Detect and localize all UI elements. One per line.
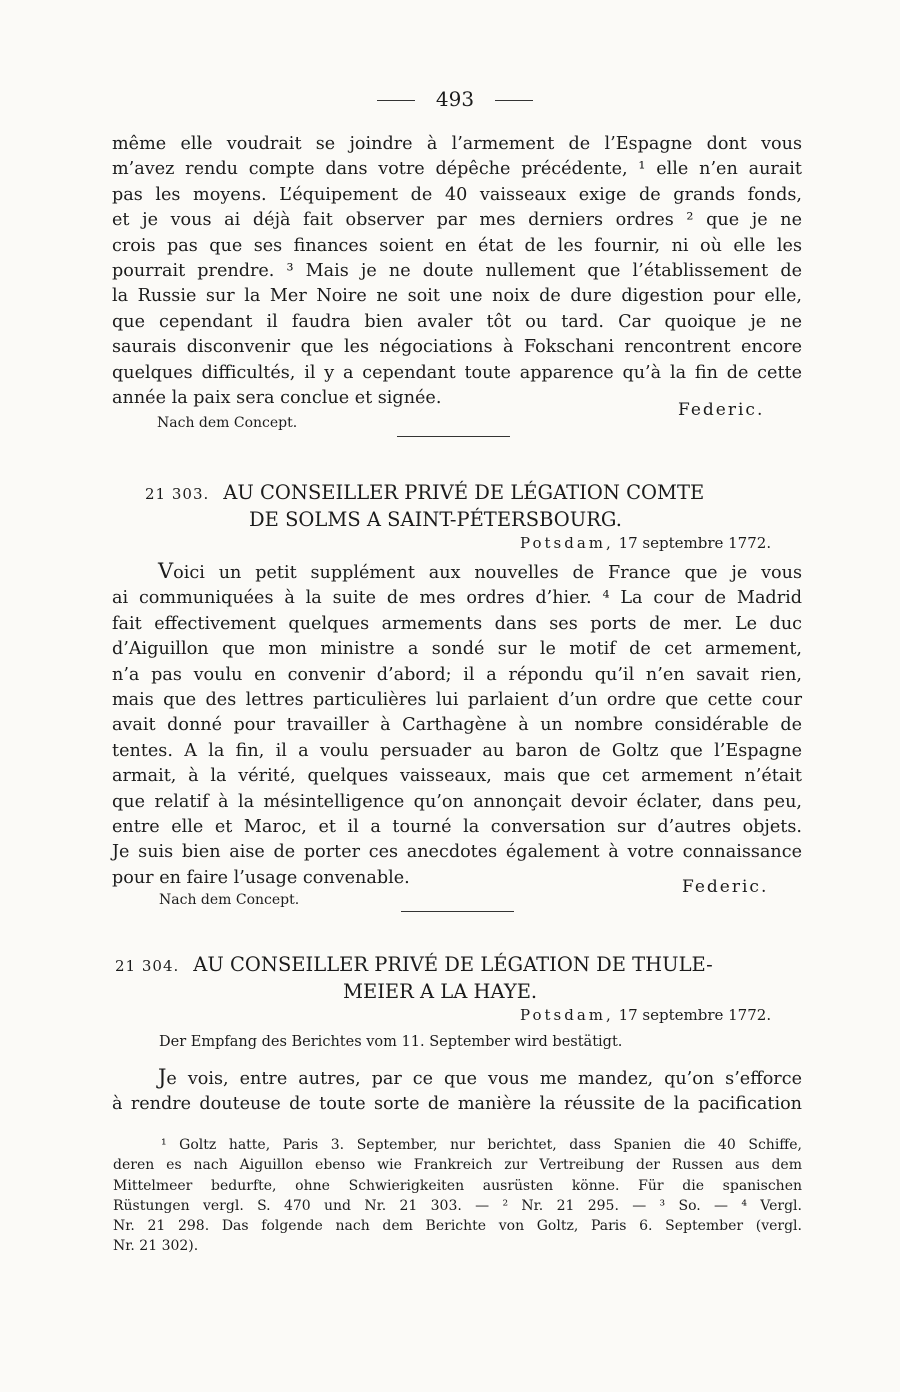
footnotes bbox=[113, 1135, 802, 1257]
dateline bbox=[520, 1006, 771, 1024]
dateline-place: Potsdam, bbox=[520, 1006, 614, 1024]
letter-number: 21 303. bbox=[145, 485, 210, 503]
letter-recipient-line-1: AU CONSEILLER PRIVÉ DE LÉGATION COMTE bbox=[223, 481, 705, 504]
section-separator bbox=[401, 911, 514, 912]
signature: Federic. bbox=[678, 400, 765, 420]
header-rule-left bbox=[377, 100, 415, 101]
letter-number: 21 304. bbox=[115, 957, 180, 975]
text-line: ai communiquées à la suite de mes ordres d’hier. ⁴ La cour de Madrid bbox=[112, 588, 802, 609]
footnote-line: Nr. 21 298. Das folgende nach dem Berichte von Goltz, Paris 6. September (vergl. bbox=[113, 1218, 802, 1235]
footnote-line: ¹ Goltz hatte, Paris 3. September, nur berichtet, dass Spanien die 40 Schiffe, bbox=[161, 1137, 802, 1153]
text-line: saurais disconvenir que les négociations à Fokschani rencontrent encore bbox=[112, 337, 802, 358]
dateline-date: 17 septembre 1772. bbox=[618, 534, 772, 552]
text-line: n’a pas voulu en convenir d’abord; il a répondu qu’il n’en savait rien, bbox=[112, 664, 802, 685]
text-line: même elle voudrait se joindre à l’armement de l’Espagne dont vous bbox=[112, 134, 802, 154]
text-line: que relatif à la mésintelligence qu’on annonçait devoir éclater, dans peu, bbox=[112, 791, 802, 812]
source-note: Nach dem Concept. bbox=[159, 892, 300, 908]
page-number: 493 bbox=[435, 87, 475, 111]
footnote-line: Rüstungen vergl. S. 470 und Nr. 21 303. — ² Nr. 21 295. — ³ So. — ⁴ Vergl. bbox=[113, 1197, 802, 1214]
letter-heading bbox=[115, 952, 805, 1005]
text-line: d’Aiguillon que mon ministre a sondé sur le motif de cet armement, bbox=[112, 639, 802, 660]
text-line: fait effectivement quelques armements dans ses ports de mer. Le duc bbox=[112, 613, 802, 634]
source-note: Nach dem Concept. bbox=[157, 415, 298, 431]
dateline-date: 17 septembre 1772. bbox=[618, 1006, 772, 1024]
text-line: et je vous ai déjà fait observer par mes derniers ordres ² que je ne bbox=[112, 210, 802, 231]
footnote-line: Nr. 21 302). bbox=[113, 1238, 199, 1255]
section-separator bbox=[397, 436, 510, 437]
text-line-content: oici un petit supplément aux nouvelles de France que je vous bbox=[173, 563, 802, 583]
letter-recipient-line-2: MEIER A LA HAYE. bbox=[343, 980, 538, 1003]
text-line: entre elle et Maroc, et il a tourné la conversation sur d’autres objets. bbox=[112, 817, 802, 838]
letter-summary: Der Empfang des Berichtes vom 11. September wird bestätigt. bbox=[159, 1034, 623, 1050]
signature: Federic. bbox=[682, 877, 769, 897]
letter-heading bbox=[145, 480, 805, 533]
text-line: quelques difficultés, il y a cependant toute apparence qu’à la fin de cette bbox=[112, 362, 802, 383]
text-line: tentes. A la fin, il a voulu persuader au baron de Goltz que l’Espagne bbox=[112, 740, 802, 761]
text-line: crois pas que ses finances soient en état de les fournir, ni où elle les bbox=[112, 235, 802, 256]
letter-recipient-line-1: AU CONSEILLER PRIVÉ DE LÉGATION DE THULE- bbox=[193, 953, 713, 976]
text-line: Je suis bien aise de porter ces anecdotes également à votre connaissance bbox=[112, 842, 802, 863]
initial-letter: J bbox=[158, 1065, 167, 1089]
text-line: pourrait prendre. ³ Mais je ne doute nullement que l’établissement de bbox=[112, 261, 802, 282]
text-line bbox=[112, 559, 802, 586]
dateline bbox=[520, 534, 771, 552]
text-line: avait donné pour travailler à Carthagène à un nombre considérable de bbox=[112, 715, 802, 736]
text-line: mais que des lettres particulières lui parlaient d’un ordre que cette cour bbox=[112, 690, 802, 711]
text-line bbox=[112, 1065, 802, 1092]
initial-letter: V bbox=[158, 559, 174, 583]
footnote-line: Mittelmeer bedurfte, ohne Schwierigkeiten ausrüsten könne. Für die spanischen bbox=[113, 1177, 802, 1194]
text-line: que cependant il faudra bien avaler tôt ou tard. Car quoique je ne bbox=[112, 311, 802, 332]
text-line: année la paix sera conclue et signée. bbox=[112, 388, 442, 409]
letter-body bbox=[112, 1065, 802, 1118]
text-line-content: e vois, entre autres, par ce que vous me mandez, qu’on s’efforce bbox=[166, 1069, 802, 1089]
continuation-text bbox=[112, 132, 802, 411]
text-line: la Russie sur la Mer Noire ne soit une noix de dure digestion pour elle, bbox=[112, 286, 802, 307]
dateline-place: Potsdam, bbox=[520, 534, 614, 552]
text-line: m’avez rendu compte dans votre dépêche précédente, ¹ elle n’en aurait bbox=[112, 159, 802, 180]
text-line: pas les moyens. L’équipement de 40 vaisseaux exige de grands fonds, bbox=[112, 184, 802, 205]
letter-body bbox=[112, 559, 802, 891]
text-line: à rendre douteuse de toute sorte de manière la réussite de la pacification bbox=[112, 1094, 802, 1115]
letter-recipient-line-2: DE SOLMS A SAINT-PÉTERSBOURG. bbox=[249, 508, 622, 531]
page-header bbox=[0, 87, 900, 113]
footnote-line: deren es nach Aiguillon ebenso wie Frankreich zur Vertreibung der Russen aus dem bbox=[113, 1157, 802, 1174]
header-rule-right bbox=[495, 100, 533, 101]
text-line: armait, à la vérité, quelques vaisseaux, mais que cet armement n’était bbox=[112, 766, 802, 787]
text-line: pour en faire l’usage convenable. bbox=[112, 867, 410, 888]
